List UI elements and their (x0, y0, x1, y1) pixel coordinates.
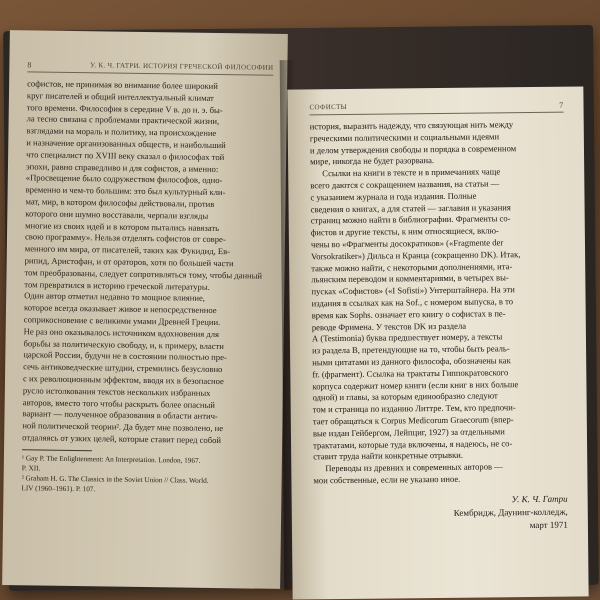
text-line: соприкосновение с великими умами Древней Греции. (23, 314, 221, 327)
text-line: временно и чем-то большим: это был культурный кли- (25, 184, 226, 198)
text-line: Ссылки на книги в тексте и в примечаниях чаще (322, 166, 501, 179)
right-running-head-title: СОФИСТЫ (309, 102, 348, 112)
text-line: ла тесно связана с проблемами практической жизни, (26, 113, 220, 127)
text-line: издания в ссылках как на Sof., с номером выпуска, в то (311, 296, 514, 309)
text-line: LIV (1960–1961). P. 107. (21, 483, 96, 494)
text-line: свою программу». Нельзя отделять софистов от совре- (24, 231, 226, 245)
text-line: Переводы из древних и современных авторов — (325, 461, 503, 474)
text-line: с указанием журнала и года издания. Полные (310, 190, 477, 203)
text-line: пусках «Софистов» («I Sofisti») Унтерштайнера. На эти (311, 284, 515, 297)
text-line: одной) и главы, за которым единообразно следуют (312, 390, 498, 403)
text-line: том преобразованы, следует сопротивляться тому, чтобы данный (24, 267, 263, 281)
text-line: время как Sophs. означает его книгу о софистах в пе- (311, 308, 506, 321)
left-running-head-title: У. К. Ч. ГАТРИ. ИСТОРИЯ ГРЕЧЕСКОЙ ФИЛОСОФИИ (90, 61, 274, 72)
left-running-head (27, 60, 273, 75)
text-line: ставит труда найти конкретные отрывки. (313, 450, 464, 462)
text-line: история, выразить надежду, что связующая нить между (309, 119, 514, 132)
footnote-rule (22, 449, 92, 451)
text-line: ными цитатами из данного философа, обозначены как (312, 355, 511, 368)
text-line: фистов и другие тексты, к ним относящиеся, вклю- (310, 225, 499, 238)
right-page-number: 7 (559, 100, 564, 110)
text-line: сведения о книгах, а для статей — заглавия и указания (310, 201, 511, 214)
text-line: том превратился в историю греческой литературы. (24, 278, 210, 292)
text-line: менного им мира, от писателей, таких как Фукидид, Ев- (24, 243, 231, 257)
text-line: мои собственные, если не указано иное. (313, 473, 461, 486)
right-running-head (309, 101, 563, 116)
left-footnotes (21, 453, 268, 496)
left-body-text (22, 78, 273, 447)
text-line: P. XII. (21, 463, 41, 473)
text-line: того времени. Философия в середине V в. до н. э. бы- (26, 101, 223, 115)
text-line: рипид, Аристофан, и от ораторов, хотя по большей части (24, 255, 234, 269)
text-line: Не раз оно оказывалось источником вдохновения для (23, 326, 220, 339)
text-line: царской России, будучи не в состоянии полностью пре- (23, 349, 227, 363)
text-line: ² Graham H. G. The Classics in the Soviet Union // Class. World. (21, 473, 209, 485)
text-line: и назначение организованных обществ, и наибольший (26, 137, 226, 151)
text-line: трактатами, которые туда включены, я надеюсь, не со- (313, 437, 513, 450)
text-line: мат, мир, в котором философы действовали, против (25, 196, 215, 209)
text-line: софистов, не принимая во внимание более широкий (27, 78, 218, 91)
text-line: борьбы за политическую свободу, и, к примеру, власти (23, 337, 224, 351)
right-body-text (310, 119, 564, 169)
text-line: том и страница по изданию Литтре. Тем, кто предпочи- (312, 402, 516, 415)
text-line: сечь антиковедческие штудии, стремились безусловно (23, 361, 223, 375)
text-line: авторов, вместо того чтобы раскрыть более опасный (22, 396, 215, 410)
text-line: из раздела В, претендующие на то, чтобы быть реаль- (312, 343, 510, 356)
text-line: вариант — полученное образования в области антич- (22, 408, 218, 422)
text-line: вые издан Гейбергом, Лейпциг, 1927) за отдельными (312, 426, 505, 439)
right-translation-note (313, 461, 567, 487)
text-line: страниц можно найти в библиографии. Фрагменты со- (310, 213, 511, 226)
text-line: Vorsokratiker») Дильса и Кранца (сокращенно DK). Итак, (311, 248, 521, 262)
text-line: всего даются с сокращением названия, на статьи — (310, 178, 500, 191)
text-line: также можно найти, с некоторыми дополнениями, ита- (311, 260, 513, 273)
text-line: взглядами на мораль и политику, на происхождение (26, 125, 217, 139)
text-line: реводе Фримена. У текстов DK из раздела (311, 320, 467, 332)
text-line: Один автор отметил недавно то мощное влияние, (24, 290, 206, 304)
text-line: многие из своих идей и в котором пытались навязать (25, 219, 220, 233)
text-line: «Просвещение было содружеством философов, одно- (25, 172, 223, 186)
right-references-paragraph (310, 166, 567, 464)
text-line: льянским переводом и комментариями, в четырех вы- (311, 272, 509, 285)
text-line: тает обращаться к Corpus Medicorum Graecorum (впер- (312, 414, 514, 427)
text-line: ¹ Gay P. The Enlightenment: An Interpretation. London, 1967. (21, 453, 201, 465)
text-line: корпуса содержит номер книги (если книг в них больше (312, 378, 519, 391)
text-line: русло истолкования текстов нескольких избранных (22, 385, 211, 398)
signature-name: У. К. Ч. Гатри (511, 493, 568, 504)
text-line: греческими политическими и социальными идеями (309, 131, 500, 144)
left-page-number: 8 (27, 60, 32, 70)
left-page (2, 30, 288, 589)
text-line: что специалист по XVIII веку сказал о философах той (26, 149, 225, 162)
text-line: с их революционным эффектом, вводя их в безопасное (22, 373, 224, 387)
text-line: мире, никогда не будет разорвана. (310, 155, 435, 167)
text-line: круг писателей и общий интеллектуальный климат (26, 90, 214, 103)
text-line: отдаляясь от узких целей, которые ставит перед собой (22, 432, 222, 445)
text-line: А (Testimonia) буква предшествует номеру, а тексты (311, 331, 503, 344)
text-line: которого они шумно восставали, черпали взгляды (25, 208, 209, 221)
signature-date: март 1971 (529, 519, 568, 530)
text-line: которое всегда оказывает живое и непосредственное (23, 302, 217, 316)
text-line: чены во «Фрагменты досократиков» («Fragmente der (310, 237, 504, 250)
text-line: эпохи, равно справедливо и для софистов, а именно: (25, 160, 219, 174)
right-page (287, 86, 588, 599)
text-line: fr. (фрагмент). Ссылка на трактаты Гиппократовского (312, 367, 509, 380)
text-line: и делом утверждения свободы и порядка в современном (309, 142, 517, 155)
text-line: ной политической теории². Да будет мне позволено, не (22, 420, 224, 434)
signature-place: Кембридж, Даунинг-колледж, (453, 506, 568, 518)
